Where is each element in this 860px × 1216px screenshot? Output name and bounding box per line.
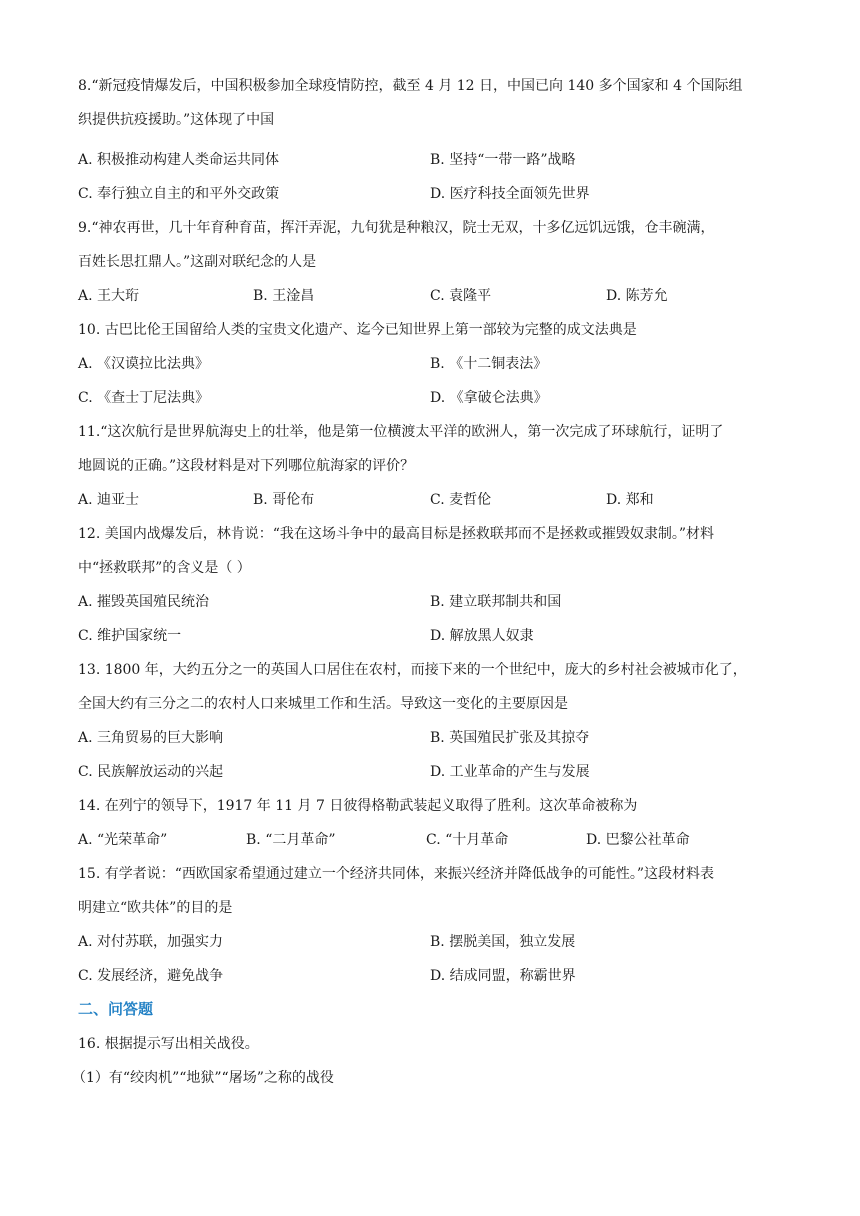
question-9-option-c: C. 袁隆平	[430, 288, 492, 304]
question-9-line-2: 百姓长思扛鼎人。”这副对联纪念的人是	[78, 254, 317, 270]
question-12-line-2: 中“拯救联邦”的含义是（ ）	[78, 560, 251, 576]
question-13-option-c: C. 民族解放运动的兴起	[78, 764, 224, 780]
question-11-line-1: 11.“这次航行是世界航海史上的壮举，他是第一位横渡太平洋的欧洲人，第一次完成了环球航行，证明了	[78, 424, 724, 440]
question-15-option-d: D. 结成同盟，称霸世界	[430, 968, 576, 984]
question-9-option-d: D. 陈芳允	[606, 288, 668, 304]
question-11-option-c: C. 麦哲伦	[430, 492, 492, 508]
question-12-option-b: B. 建立联邦制共和国	[430, 594, 562, 610]
question-9-option-b: B. 王淦昌	[253, 288, 315, 304]
question-10-option-a: A. 《汉谟拉比法典》	[78, 356, 210, 372]
question-15-line-2: 明建立“欧共体”的目的是	[78, 900, 233, 916]
question-13-option-d: D. 工业革命的产生与发展	[430, 764, 590, 780]
question-9-option-a: A. 王大珩	[78, 288, 140, 304]
question-14-option-d: D. 巴黎公社革命	[586, 832, 690, 848]
question-10-line-1: 10. 古巴比伦王国留给人类的宝贵文化遗产、迄今已知世界上第一部较为完整的成文法典是	[78, 322, 637, 338]
question-10-option-d: D. 《拿破仑法典》	[430, 390, 548, 406]
question-10-option-b: B. 《十二铜表法》	[430, 356, 548, 372]
question-8-line-1: 8.“新冠疫情爆发后，中国积极参加全球疫情防控，截至 4 月 12 日，中国已向 140 多个国家和 4 个国际组	[78, 78, 743, 94]
question-8-option-c: C. 奉行独立自主的和平外交政策	[78, 186, 280, 202]
question-8-option-a: A. 积极推动构建人类命运共同体	[78, 152, 280, 168]
question-13-option-a: A. 三角贸易的巨大影响	[78, 730, 224, 746]
question-9-line-1: 9.“神农再世，几十年育种育苗，挥汗弄泥，九旬犹是种粮汉，院士无双，十多亿远饥远饿，仓丰碗满，	[78, 220, 715, 236]
question-14-option-b: B. “二月革命”	[246, 832, 336, 848]
question-11-option-a: A. 迪亚士	[78, 492, 140, 508]
question-14-option-c: C. “十月革命	[426, 832, 509, 848]
question-15-option-b: B. 摆脱美国，独立发展	[430, 934, 576, 950]
question-13-line-2: 全国大约有三分之二的农村人口来城里工作和生活。导致这一变化的主要原因是	[78, 696, 568, 712]
question-16-line-1: 16. 根据提示写出相关战役。	[78, 1036, 259, 1052]
question-11-option-b: B. 哥伦布	[253, 492, 315, 508]
question-12-option-c: C. 维护国家统一	[78, 628, 182, 644]
section-title-qa: 二、问答题	[78, 1000, 154, 1018]
question-12-option-a: A. 摧毁英国殖民统治	[78, 594, 210, 610]
question-12-line-1: 12. 美国内战爆发后，林肯说：“我在这场斗争中的最高目标是拯救联邦而不是拯救或摧毁奴隶制。”材料	[78, 526, 715, 542]
question-11-line-2: 地圆说的正确。”这段材料是对下列哪位航海家的评价？	[78, 458, 415, 474]
question-14-option-a: A. “光荣革命”	[78, 832, 168, 848]
question-11-option-d: D. 郑和	[606, 492, 654, 508]
question-8-line-2: 织提供抗疫援助。”这体现了中国	[78, 112, 275, 128]
question-15-line-1: 15. 有学者说：“西欧国家希望通过建立一个经济共同体，来振兴经济并降低战争的可能性。”这段材料表	[78, 866, 715, 882]
question-13-option-b: B. 英国殖民扩张及其掠夺	[430, 730, 590, 746]
question-8-option-b: B. 坚持“一带一路”战略	[430, 152, 576, 168]
question-10-option-c: C. 《查士丁尼法典》	[78, 390, 210, 406]
question-15-option-a: A. 对付苏联，加强实力	[78, 934, 224, 950]
question-16-sub-1: （1）有“绞肉机”“地狱”“屠场”之称的战役	[72, 1070, 334, 1086]
question-15-option-c: C. 发展经济，避免战争	[78, 968, 224, 984]
question-8-option-d: D. 医疗科技全面领先世界	[430, 186, 590, 202]
question-14-line-1: 14. 在列宁的领导下，1917 年 11 月 7 日彼得格勒武装起义取得了胜利。这次革命被称为	[78, 798, 638, 814]
question-12-option-d: D. 解放黑人奴隶	[430, 628, 534, 644]
question-13-line-1: 13. 1800 年，大约五分之一的英国人口居住在农村，而接下来的一个世纪中，庞大的乡村社会被城市化了，	[78, 662, 747, 678]
